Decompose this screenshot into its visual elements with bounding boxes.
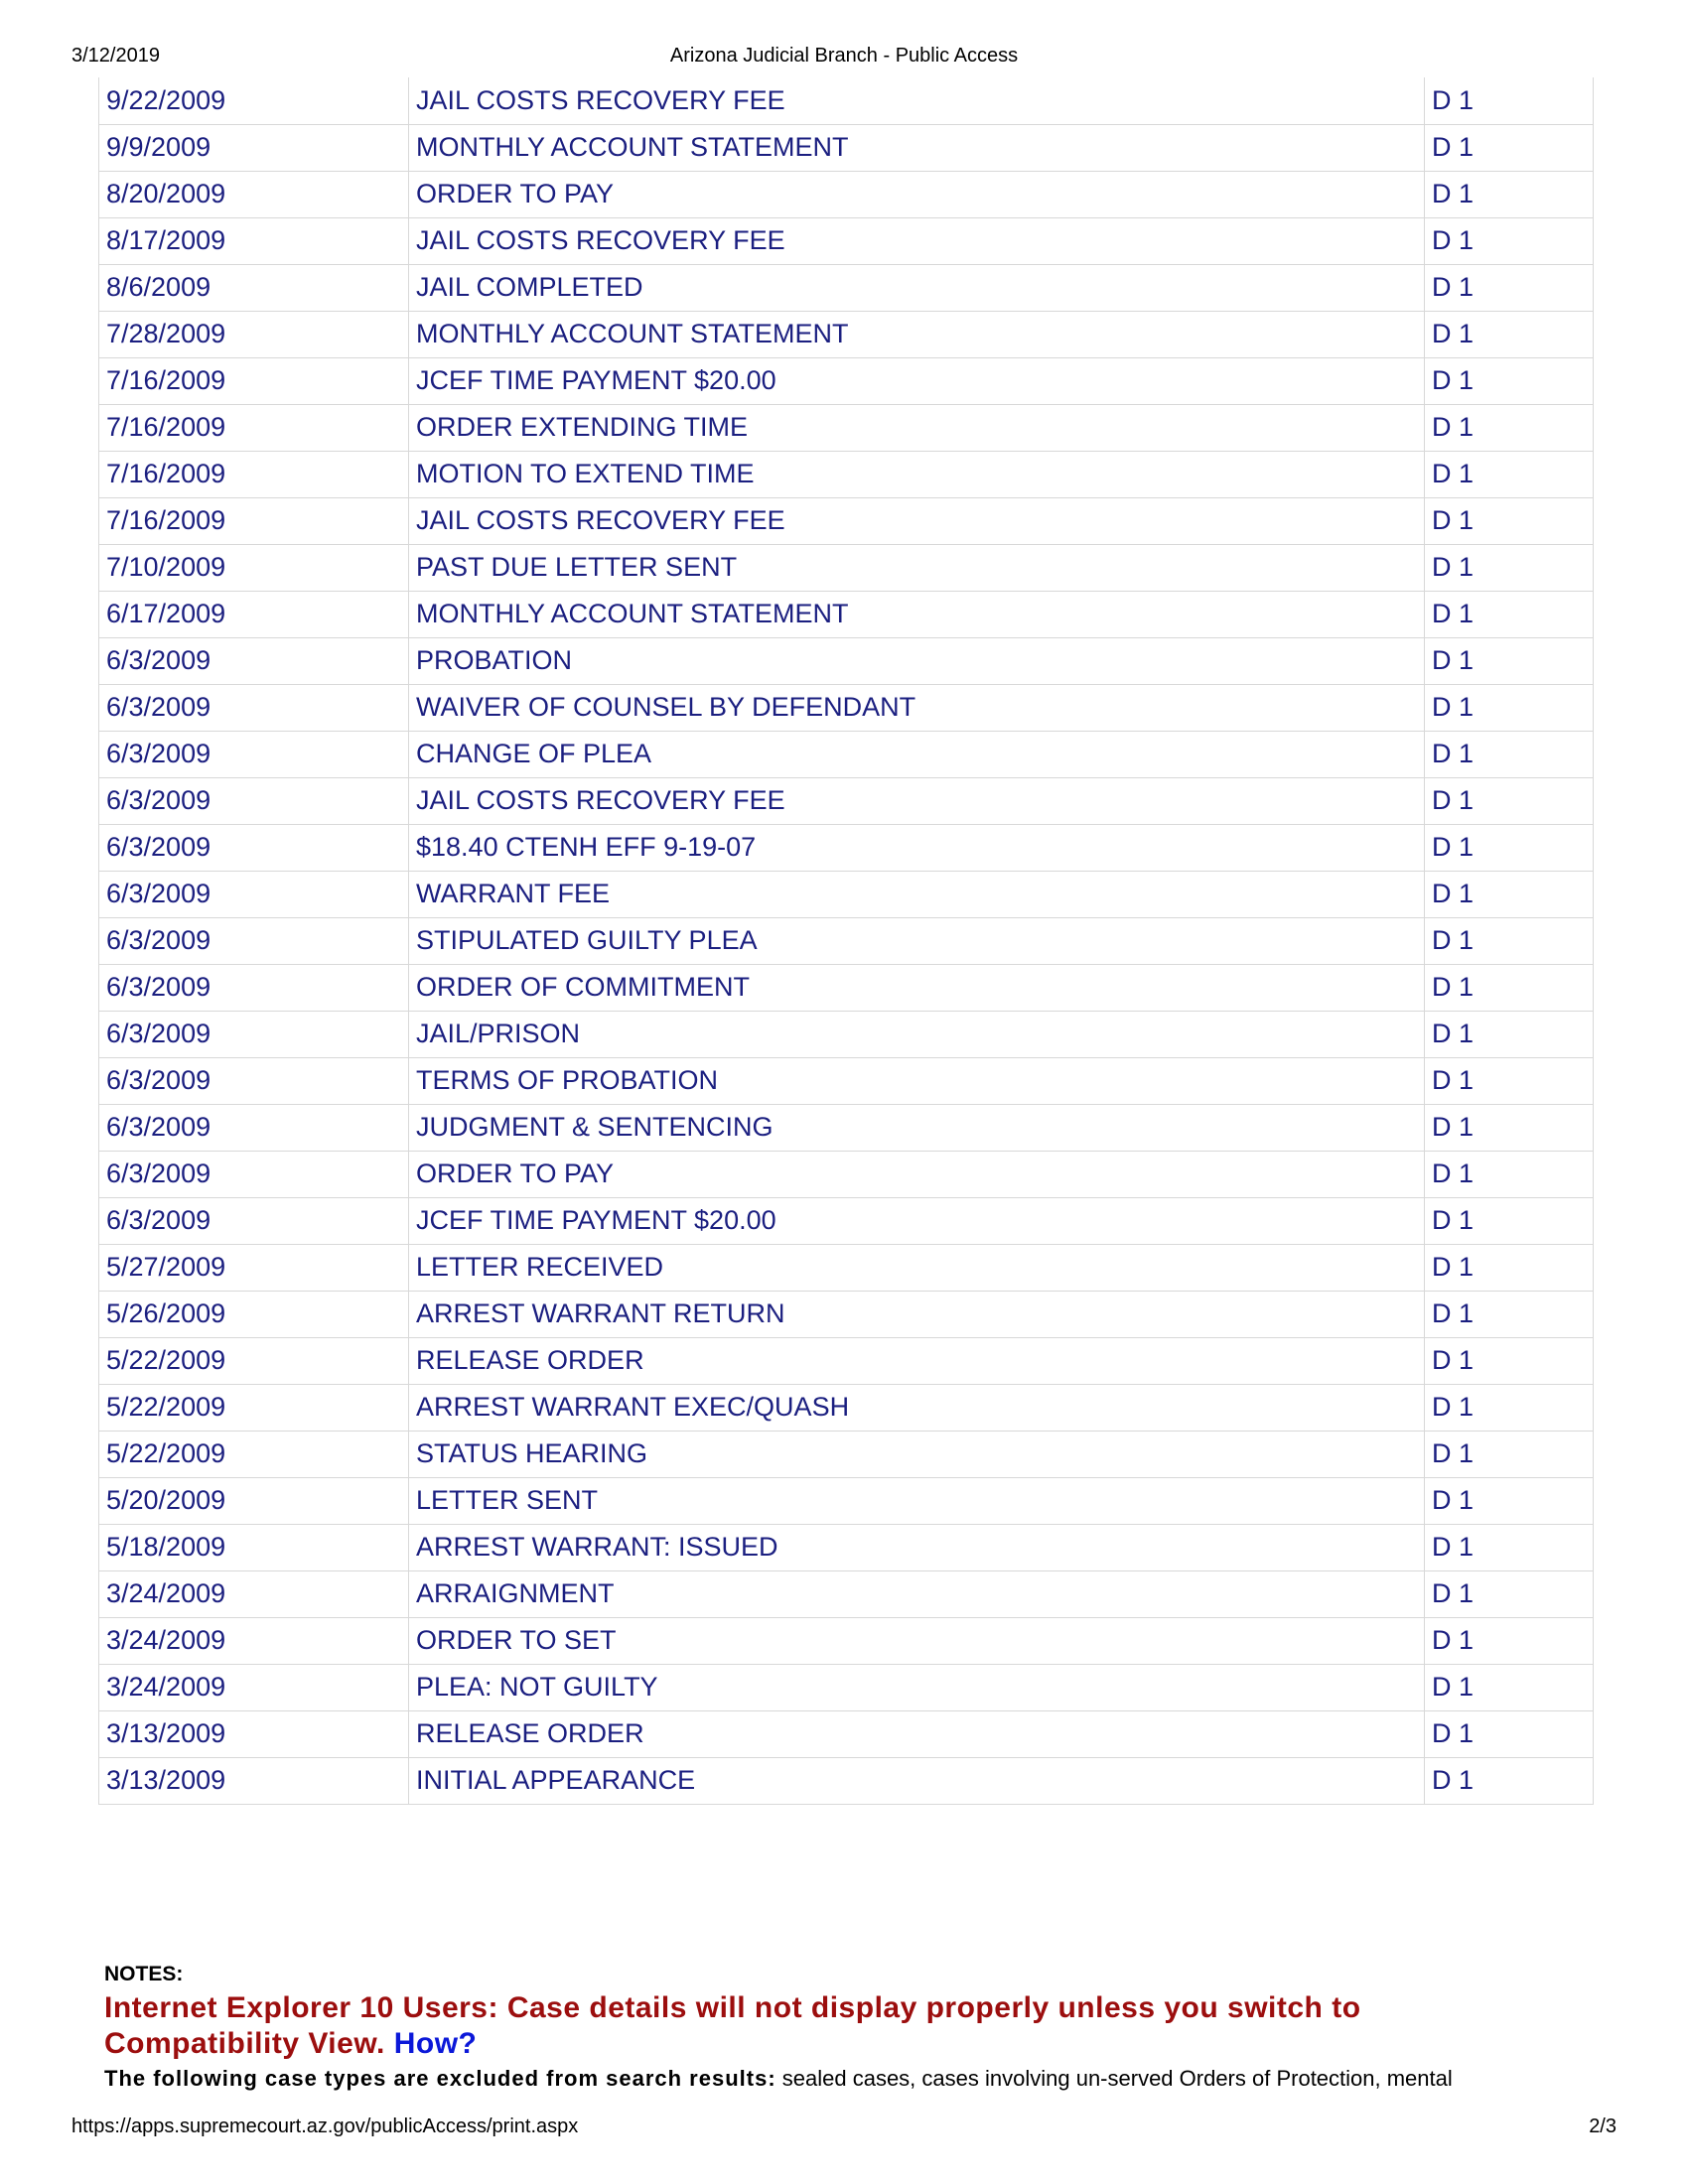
event-description-cell: JUDGMENT & SENTENCING (409, 1104, 1425, 1151)
notes-section (104, 1963, 1594, 2092)
event-description-cell: JAIL COSTS RECOVERY FEE (409, 217, 1425, 264)
event-date-cell: 8/6/2009 (99, 264, 409, 311)
event-description-cell: JAIL COSTS RECOVERY FEE (409, 77, 1425, 124)
event-party-cell: D 1 (1425, 497, 1594, 544)
event-description-cell: WAIVER OF COUNSEL BY DEFENDANT (409, 684, 1425, 731)
event-description-cell: MOTION TO EXTEND TIME (409, 451, 1425, 497)
table-row (99, 124, 1594, 171)
event-date-cell: 6/3/2009 (99, 871, 409, 917)
event-date-cell: 6/3/2009 (99, 1057, 409, 1104)
table-row (99, 917, 1594, 964)
table-row (99, 731, 1594, 777)
event-date-cell: 5/20/2009 (99, 1477, 409, 1524)
event-description-cell: PAST DUE LETTER SENT (409, 544, 1425, 591)
event-date-cell: 6/17/2009 (99, 591, 409, 637)
how-link[interactable]: How? (393, 2027, 478, 2060)
event-date-cell: 6/3/2009 (99, 1197, 409, 1244)
table-row (99, 1197, 1594, 1244)
event-date-cell: 3/24/2009 (99, 1570, 409, 1617)
excluded-case-types (104, 2066, 1594, 2092)
event-party-cell: D 1 (1425, 1710, 1594, 1757)
event-date-cell: 3/24/2009 (99, 1664, 409, 1710)
table-row (99, 871, 1594, 917)
table-row (99, 1431, 1594, 1477)
event-party-cell: D 1 (1425, 1384, 1594, 1431)
case-events-body (99, 77, 1594, 1804)
event-description-cell: JCEF TIME PAYMENT $20.00 (409, 357, 1425, 404)
event-date-cell: 6/3/2009 (99, 731, 409, 777)
event-description-cell: JCEF TIME PAYMENT $20.00 (409, 1197, 1425, 1244)
event-date-cell: 5/22/2009 (99, 1431, 409, 1477)
table-row (99, 1477, 1594, 1524)
excluded-text: sealed cases, cases involving un-served Orders of Protection, mental (775, 2066, 1453, 2091)
table-row (99, 1011, 1594, 1057)
table-row (99, 1291, 1594, 1337)
table-row (99, 264, 1594, 311)
table-row (99, 497, 1594, 544)
ie10-warning-line1: Internet Explorer 10 Users: Case details will not display properly unless you switch to (104, 1991, 1361, 2024)
event-party-cell: D 1 (1425, 1197, 1594, 1244)
notes-label: NOTES: (104, 1963, 184, 1985)
table-row (99, 544, 1594, 591)
page-number: 2/3 (1589, 2116, 1617, 2137)
event-description-cell: ORDER TO PAY (409, 171, 1425, 217)
event-party-cell: D 1 (1425, 917, 1594, 964)
event-date-cell: 3/13/2009 (99, 1710, 409, 1757)
event-party-cell: D 1 (1425, 684, 1594, 731)
event-date-cell: 6/3/2009 (99, 964, 409, 1011)
table-row (99, 404, 1594, 451)
table-row (99, 1757, 1594, 1804)
event-description-cell: ARRAIGNMENT (409, 1570, 1425, 1617)
table-row (99, 1244, 1594, 1291)
event-party-cell: D 1 (1425, 124, 1594, 171)
event-party-cell: D 1 (1425, 451, 1594, 497)
table-row (99, 1710, 1594, 1757)
event-party-cell: D 1 (1425, 1011, 1594, 1057)
event-party-cell: D 1 (1425, 871, 1594, 917)
table-row (99, 1664, 1594, 1710)
event-description-cell: JAIL COMPLETED (409, 264, 1425, 311)
event-description-cell: MONTHLY ACCOUNT STATEMENT (409, 311, 1425, 357)
event-party-cell: D 1 (1425, 77, 1594, 124)
table-row (99, 1337, 1594, 1384)
event-party-cell: D 1 (1425, 171, 1594, 217)
event-party-cell: D 1 (1425, 1664, 1594, 1710)
event-date-cell: 6/3/2009 (99, 777, 409, 824)
event-description-cell: STIPULATED GUILTY PLEA (409, 917, 1425, 964)
event-date-cell: 7/28/2009 (99, 311, 409, 357)
ie10-warning-line2: Compatibility View. (104, 2027, 385, 2060)
event-description-cell: ARREST WARRANT EXEC/QUASH (409, 1384, 1425, 1431)
event-date-cell: 6/3/2009 (99, 824, 409, 871)
table-row (99, 1151, 1594, 1197)
event-description-cell: ORDER TO PAY (409, 1151, 1425, 1197)
event-description-cell: LETTER SENT (409, 1477, 1425, 1524)
event-description-cell: JAIL COSTS RECOVERY FEE (409, 497, 1425, 544)
event-date-cell: 8/20/2009 (99, 171, 409, 217)
table-row (99, 824, 1594, 871)
table-row (99, 217, 1594, 264)
table-row (99, 77, 1594, 124)
event-date-cell: 6/3/2009 (99, 1104, 409, 1151)
event-date-cell: 9/22/2009 (99, 77, 409, 124)
event-party-cell: D 1 (1425, 637, 1594, 684)
event-description-cell: ORDER EXTENDING TIME (409, 404, 1425, 451)
table-row (99, 684, 1594, 731)
event-date-cell: 5/22/2009 (99, 1337, 409, 1384)
event-description-cell: ARREST WARRANT RETURN (409, 1291, 1425, 1337)
event-party-cell: D 1 (1425, 1057, 1594, 1104)
case-events-table (98, 77, 1594, 1805)
event-date-cell: 6/3/2009 (99, 684, 409, 731)
event-party-cell: D 1 (1425, 964, 1594, 1011)
event-description-cell: JAIL COSTS RECOVERY FEE (409, 777, 1425, 824)
table-row (99, 1570, 1594, 1617)
event-description-cell: CHANGE OF PLEA (409, 731, 1425, 777)
event-description-cell: INITIAL APPEARANCE (409, 1757, 1425, 1804)
event-date-cell: 7/16/2009 (99, 451, 409, 497)
event-date-cell: 5/22/2009 (99, 1384, 409, 1431)
table-row (99, 1057, 1594, 1104)
event-description-cell: ORDER OF COMMITMENT (409, 964, 1425, 1011)
event-party-cell: D 1 (1425, 1337, 1594, 1384)
table-row (99, 171, 1594, 217)
event-date-cell: 3/24/2009 (99, 1617, 409, 1664)
event-description-cell: PROBATION (409, 637, 1425, 684)
print-url: https://apps.supremecourt.az.gov/publicAccess/print.aspx (71, 2116, 579, 2137)
event-party-cell: D 1 (1425, 1617, 1594, 1664)
event-description-cell: WARRANT FEE (409, 871, 1425, 917)
event-date-cell: 9/9/2009 (99, 124, 409, 171)
event-date-cell: 3/13/2009 (99, 1757, 409, 1804)
print-date: 3/12/2019 (71, 45, 160, 67)
ie10-warning (104, 1990, 1594, 2062)
event-party-cell: D 1 (1425, 1757, 1594, 1804)
event-party-cell: D 1 (1425, 264, 1594, 311)
event-date-cell: 8/17/2009 (99, 217, 409, 264)
event-date-cell: 6/3/2009 (99, 917, 409, 964)
table-row (99, 357, 1594, 404)
event-party-cell: D 1 (1425, 311, 1594, 357)
event-description-cell: MONTHLY ACCOUNT STATEMENT (409, 591, 1425, 637)
event-party-cell: D 1 (1425, 731, 1594, 777)
event-date-cell: 7/16/2009 (99, 497, 409, 544)
table-row (99, 777, 1594, 824)
event-description-cell: MONTHLY ACCOUNT STATEMENT (409, 124, 1425, 171)
table-row (99, 1104, 1594, 1151)
event-description-cell: TERMS OF PROBATION (409, 1057, 1425, 1104)
event-party-cell: D 1 (1425, 824, 1594, 871)
event-description-cell: ARREST WARRANT: ISSUED (409, 1524, 1425, 1570)
print-footer (71, 2116, 1617, 2139)
event-party-cell: D 1 (1425, 1244, 1594, 1291)
table-row (99, 451, 1594, 497)
event-party-cell: D 1 (1425, 1524, 1594, 1570)
event-party-cell: D 1 (1425, 777, 1594, 824)
event-date-cell: 5/26/2009 (99, 1291, 409, 1337)
event-date-cell: 7/16/2009 (99, 404, 409, 451)
table-row (99, 591, 1594, 637)
event-date-cell: 7/10/2009 (99, 544, 409, 591)
event-date-cell: 6/3/2009 (99, 1011, 409, 1057)
event-party-cell: D 1 (1425, 1570, 1594, 1617)
table-row (99, 1384, 1594, 1431)
event-party-cell: D 1 (1425, 217, 1594, 264)
table-row (99, 1524, 1594, 1570)
event-date-cell: 6/3/2009 (99, 637, 409, 684)
event-party-cell: D 1 (1425, 1151, 1594, 1197)
excluded-lead: The following case types are excluded from search results: (104, 2066, 776, 2091)
event-party-cell: D 1 (1425, 1291, 1594, 1337)
print-header (71, 45, 1617, 68)
event-date-cell: 7/16/2009 (99, 357, 409, 404)
event-description-cell: RELEASE ORDER (409, 1710, 1425, 1757)
event-description-cell: RELEASE ORDER (409, 1337, 1425, 1384)
table-row (99, 964, 1594, 1011)
event-party-cell: D 1 (1425, 1477, 1594, 1524)
table-row (99, 1617, 1594, 1664)
event-description-cell: ORDER TO SET (409, 1617, 1425, 1664)
event-description-cell: JAIL/PRISON (409, 1011, 1425, 1057)
table-row (99, 637, 1594, 684)
table-row (99, 311, 1594, 357)
event-description-cell: PLEA: NOT GUILTY (409, 1664, 1425, 1710)
print-title: Arizona Judicial Branch - Public Access (669, 45, 1019, 67)
event-party-cell: D 1 (1425, 404, 1594, 451)
event-party-cell: D 1 (1425, 544, 1594, 591)
event-description-cell: STATUS HEARING (409, 1431, 1425, 1477)
event-description-cell: LETTER RECEIVED (409, 1244, 1425, 1291)
event-party-cell: D 1 (1425, 591, 1594, 637)
event-date-cell: 5/18/2009 (99, 1524, 409, 1570)
event-party-cell: D 1 (1425, 1431, 1594, 1477)
event-description-cell: $18.40 CTENH EFF 9-19-07 (409, 824, 1425, 871)
event-party-cell: D 1 (1425, 1104, 1594, 1151)
event-date-cell: 5/27/2009 (99, 1244, 409, 1291)
case-events-table-container (98, 77, 1593, 1805)
event-party-cell: D 1 (1425, 357, 1594, 404)
event-date-cell: 6/3/2009 (99, 1151, 409, 1197)
